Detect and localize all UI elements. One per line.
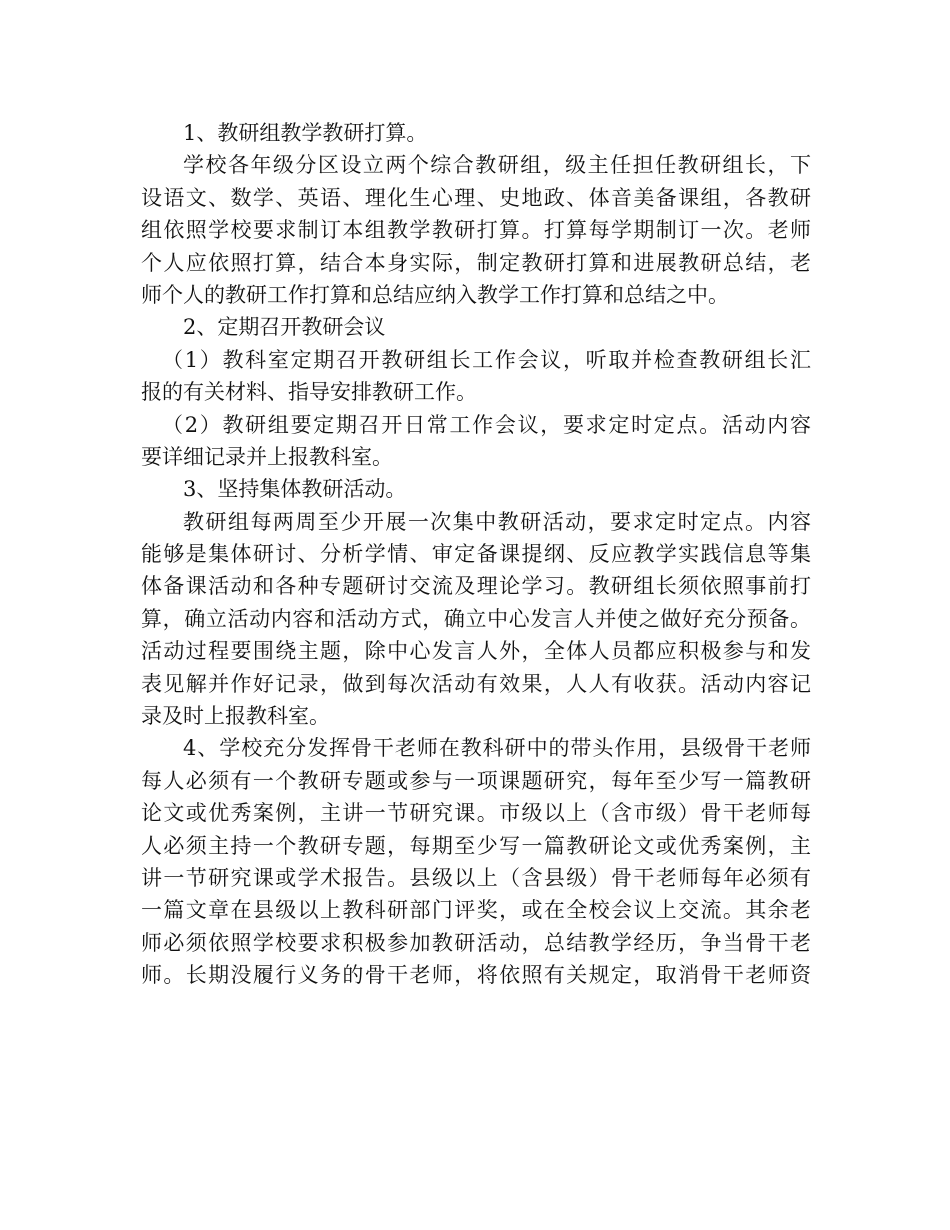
paragraph-line: 师。长期没履行义务的骨干老师，将依照有关规定，取消骨干老师资 xyxy=(141,963,811,988)
paragraph-line: 教研组每两周至少开展一次集中教研活动，要求定时定点。内容 xyxy=(183,509,811,534)
heading-2: 2、定期召开教研会议 xyxy=(183,315,386,340)
paragraph-line: 组依照学校要求制订本组教学教研打算。打算每学期制订一次。老师 xyxy=(141,218,811,243)
paragraph-line: 一篇文章在县级以上教科研部门评奖，或在全校会议上交流。其余老 xyxy=(141,898,811,923)
paragraph-line: 师必须依照学校要求积极参加教研活动，总结教学经历，争当骨干老 xyxy=(141,930,811,955)
paragraph-line: 要详细记录并上报教科室。 xyxy=(141,444,393,469)
paragraph-line: 论文或优秀案例，主讲一节研究课。市级以上（含市级）骨干老师每 xyxy=(141,801,811,826)
paragraph-line: 报的有关材料、指导安排教研工作。 xyxy=(141,380,477,405)
heading-3: 3、坚持集体教研活动。 xyxy=(183,477,407,502)
paragraph-line: 录及时上报教科室。 xyxy=(141,704,330,729)
heading-1: 1、教研组教学教研打算。 xyxy=(183,121,428,145)
document-body xyxy=(141,117,811,992)
paragraph-line: 设语文、数学、英语、理化生心理、史地政、体音美备课组，各教研 xyxy=(141,185,811,210)
paragraph-line: 人必须主持一个教研专题，每期至少写一篇教研论文或优秀案例，主 xyxy=(141,833,811,858)
paragraph-line: （2）教研组要定期召开日常工作会议，要求定时定点。活动内容 xyxy=(162,412,811,437)
paragraph-line: 活动过程要围绕主题，除中心发言人外，全体人员都应积极参与和发 xyxy=(141,639,811,664)
paragraph-line: （1）教科室定期召开教研组长工作会议，听取并检查教研组长汇 xyxy=(162,347,811,372)
paragraph-line: 算，确立活动内容和活动方式，确立中心发言人并使之做好充分预备。 xyxy=(141,606,811,631)
paragraph-line: 每人必须有一个教研专题或参与一项课题研究，每年至少写一篇教研 xyxy=(141,768,811,793)
paragraph-line: 个人应依照打算，结合本身实际，制定教研打算和进展教研总结，老 xyxy=(141,250,811,275)
paragraph-line: 能够是集体研讨、分析学情、审定备课提纲、反应教学实践信息等集 xyxy=(141,542,811,567)
paragraph-line: 师个人的教研工作打算和总结应纳入教学工作打算和总结之中。 xyxy=(141,282,729,307)
paragraph-line: 4、学校充分发挥骨干老师在教科研中的带头作用，县级骨干老师 xyxy=(183,736,811,761)
paragraph-line: 表见解并作好记录，做到每次活动有效果，人人有收获。活动内容记 xyxy=(141,671,811,696)
paragraph-line: 讲一节研究课或学术报告。县级以上（含县级）骨干老师每年必须有 xyxy=(141,865,811,890)
paragraph-line: 体备课活动和各种专题研讨交流及理论学习。教研组长须依照事前打 xyxy=(141,574,811,599)
paragraph-line: 学校各年级分区设立两个综合教研组，级主任担任教研组长，下 xyxy=(183,153,811,178)
